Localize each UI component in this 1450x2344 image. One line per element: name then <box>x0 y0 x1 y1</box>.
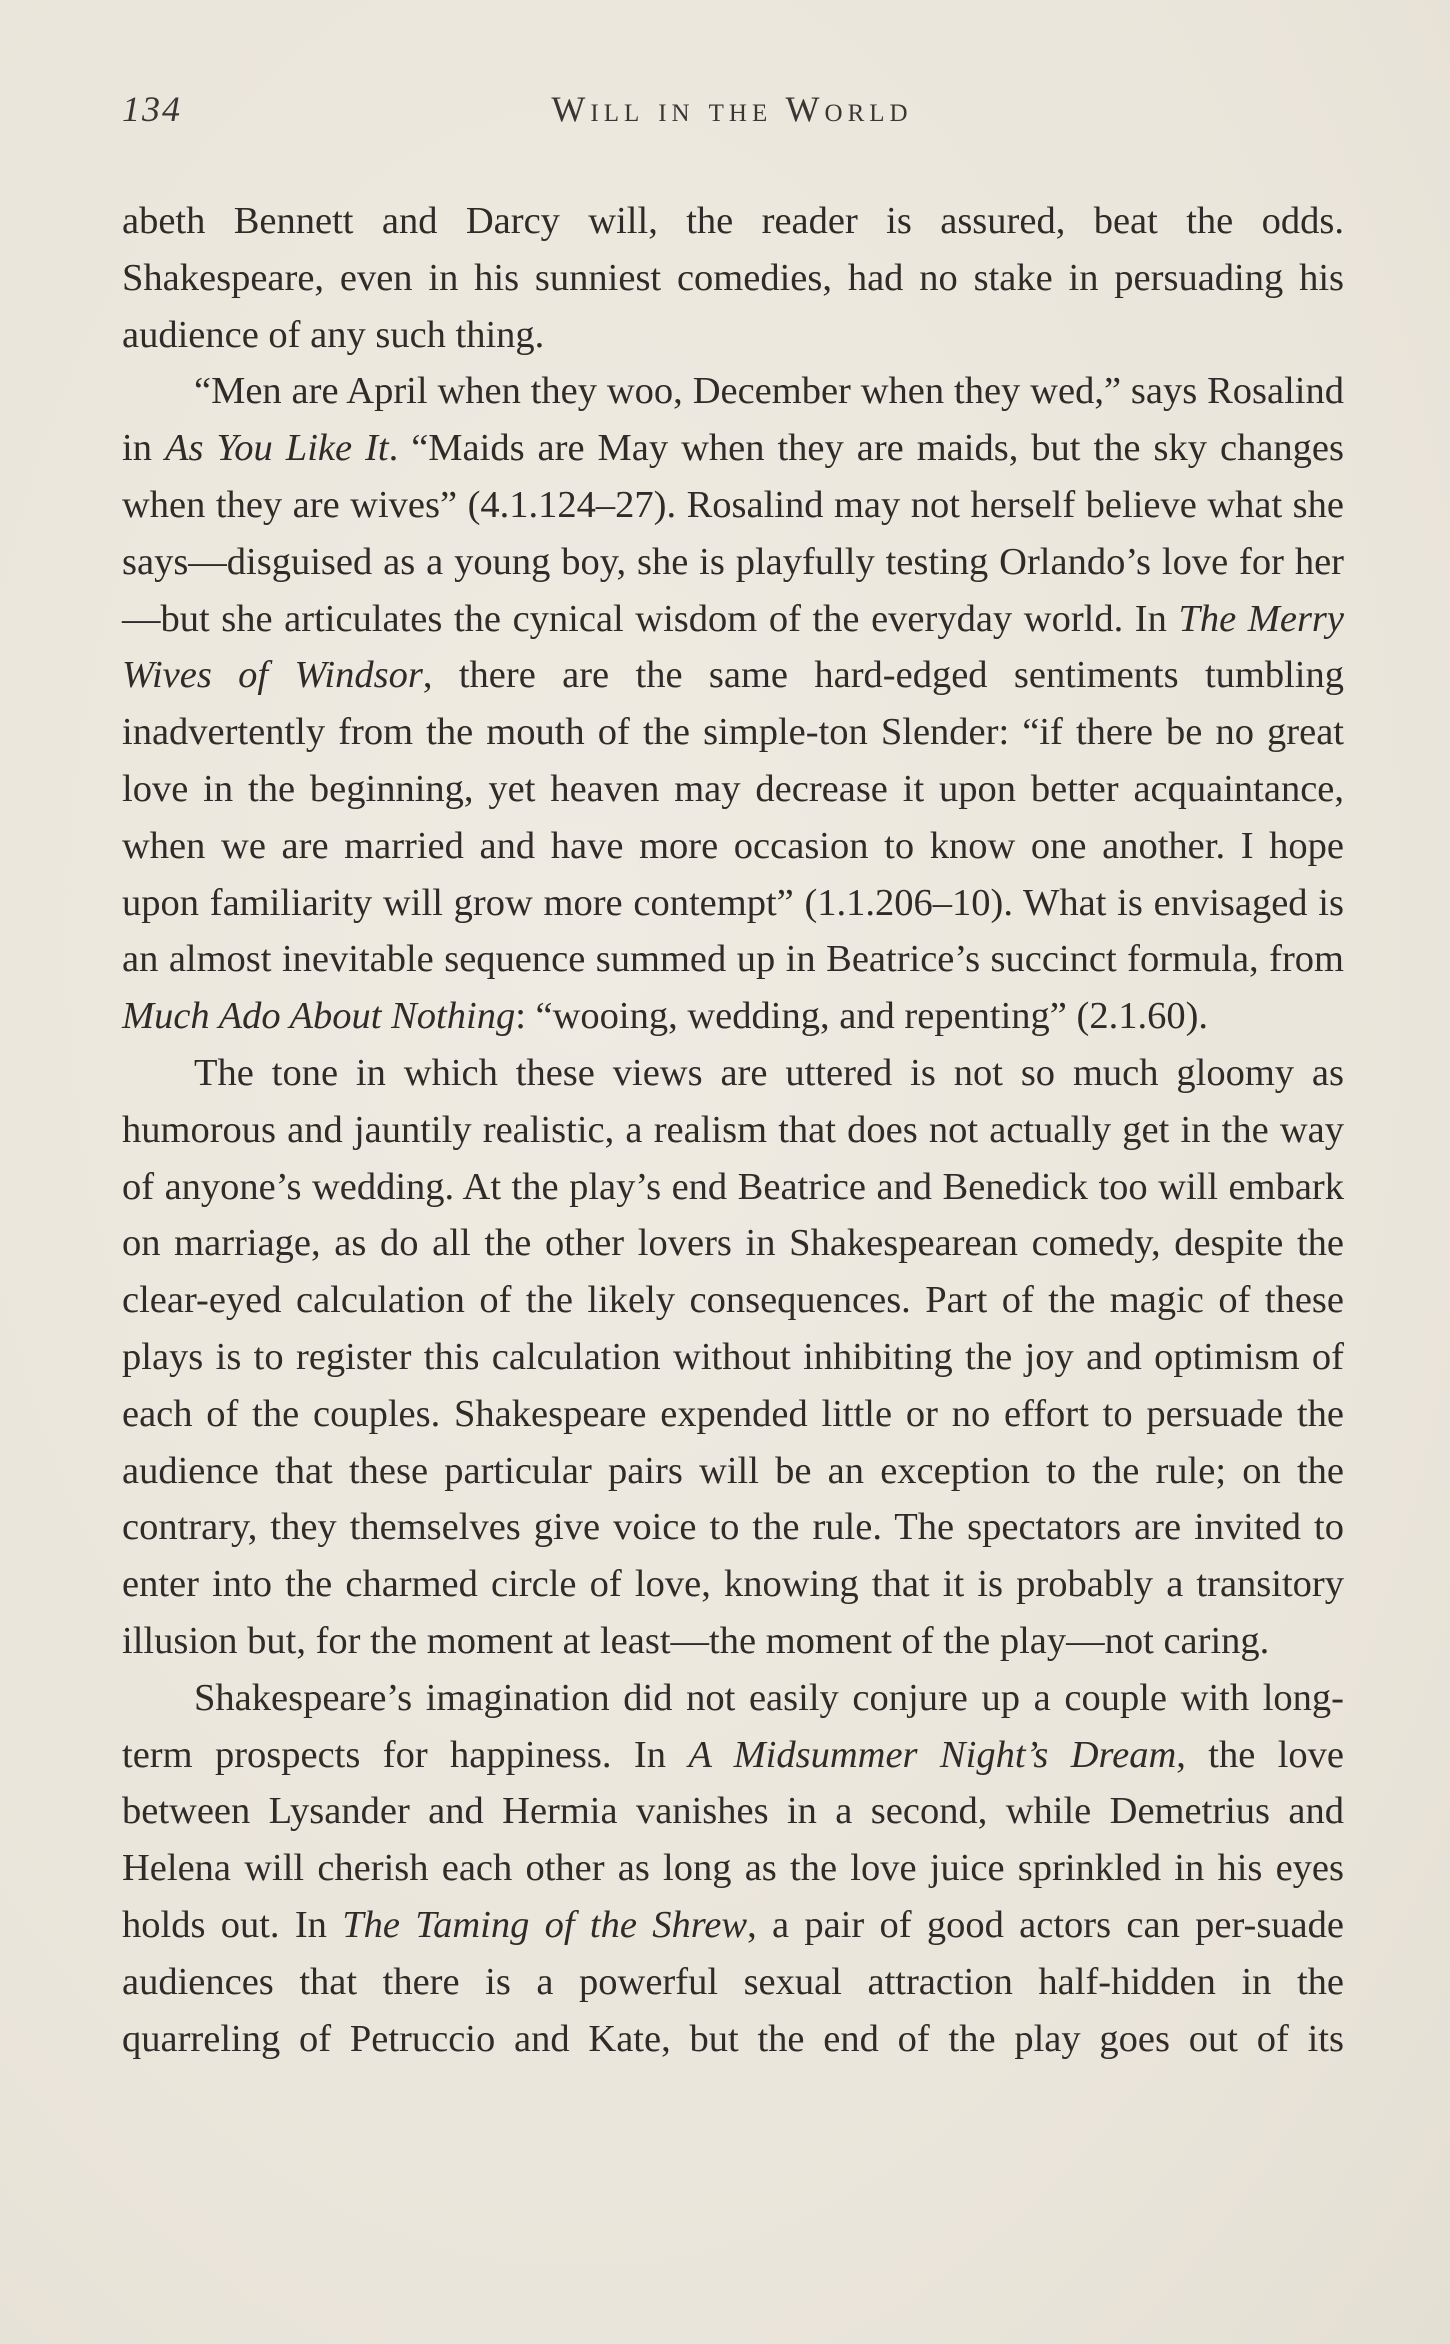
work-title: The Merry Wives of Windsor <box>122 597 1344 697</box>
text-run: : “wooing, wedding, and repenting” (2.1.60). <box>515 995 1209 1038</box>
running-head <box>122 82 1342 142</box>
text-run: , there are the same hard-edged sentiments tumbling inadvertently from the mouth of the simple-ton Slender: “if there be no great love in the beginning, yet heaven may decrease it upon better acquaintance, when we are married and have more occasion to know one another. I hope upon familiarity will grow more contempt” (1.1.206–10). What is envisaged is an almost inevitable sequence summed up in Beatrice’s succinct formula, from <box>122 654 1344 981</box>
text-run: . “Maids are May when they are maids, but the sky changes when they are wives” (4.1.124–27). Rosalind may not herself believe what she says—disguised as a young boy, she is playfully testing Orlando’s love for her—but she articulates the cynical wisdom of the everyday world. In <box>122 427 1344 640</box>
paragraph <box>122 1045 1344 1670</box>
work-title: As You Like It <box>164 427 389 470</box>
text-run: The tone in which these views are uttered is not so much gloomy as humorous and jauntily realistic, a realism that does not actually get in the way of anyone’s wedding. At the play’s end Beatrice and Benedick too will embark on marriage, as do all the other lovers in Shakespearean comedy, despite the clear-eyed calculation of the likely consequences. Part of the magic of these plays is to register this calculation without inhibiting the joy and optimism of each of the couples. Shakespeare expended little or no effort to persuade the audience that these particular pairs will be an exception to the rule; on the contrary, they themselves give voice to the rule. The spectators are invited to enter into the charmed circle of love, knowing that it is probably a transitory illusion but, for the moment at least—the moment of the play—not caring. <box>122 1051 1344 1662</box>
page-number: 134 <box>122 89 182 129</box>
text-run: abeth Bennett and Darcy will, the reader is assured, beat the odds. Shakespeare, even in his sunniest comedies, had no stake in persuading his audience of any such thing. <box>122 200 1344 356</box>
text-run: “Men are April when they woo, December when they wed,” says Rosalind in <box>122 370 1344 470</box>
text-run: , the love between Lysander and Hermia vanishes in a second, while Demetrius and Helena will cherish each other as long as the love juice sprinkled in his eyes holds out. In <box>122 1733 1344 1946</box>
text-run: Shakespeare’s imagination did not easily conjure up a couple with long-term prospects for happiness. In <box>122 1676 1344 1776</box>
text-run: , a pair of good actors can per-suade audiences that there is a powerful sexual attraction half-hidden in the quarreling of Petruccio and Kate, but the end of the play goes out of its <box>122 1903 1344 2060</box>
body-text <box>122 193 1344 2067</box>
work-title: Much Ado About Nothing <box>122 995 516 1038</box>
paragraph <box>122 1670 1344 2068</box>
paragraph <box>122 363 1344 1045</box>
paragraph <box>122 193 1344 363</box>
work-title: A Midsummer Night’s Dream <box>688 1733 1177 1776</box>
book-title: Will in the World <box>551 89 913 129</box>
work-title: The Taming of the Shrew <box>342 1903 748 1946</box>
